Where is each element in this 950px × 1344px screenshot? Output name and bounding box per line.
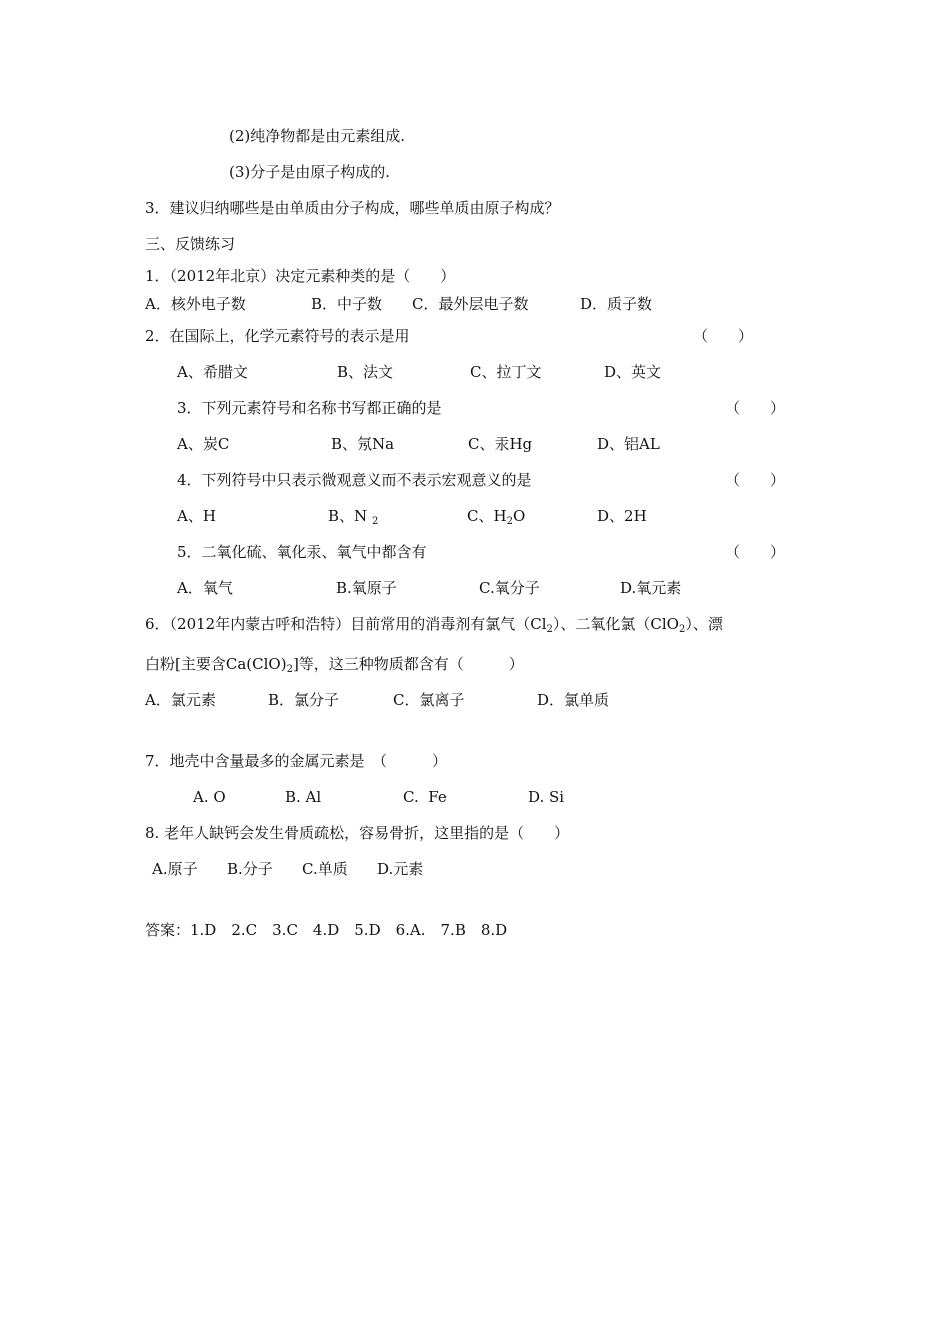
question-2-option-b: B、法文: [337, 363, 394, 381]
question-4-bracket: （ ）: [725, 471, 786, 489]
question-8-stem: 8. 老年人缺钙会发生骨质疏松，容易骨折，这里指的是（ ）: [145, 824, 570, 842]
question-4-option-d: D、2H: [597, 507, 647, 525]
question-8-option-a: A.原子: [152, 860, 198, 878]
question-1-option-c: C．最外层电子数: [412, 295, 529, 313]
question-5-option-d: D.氧元素: [620, 579, 682, 597]
question-5-stem: 5．二氧化硫、氧化汞、氧气中都含有: [177, 543, 427, 561]
question-5-option-a: A．氧气: [177, 579, 233, 597]
question-4-option-b-subscript: 2: [371, 516, 379, 527]
intro-item-3: (3)分子是由原子构成的.: [229, 163, 391, 181]
question-2-option-c: C、拉丁文: [470, 363, 542, 381]
question-7-option-d: D. Si: [528, 788, 565, 806]
question-4-option-c: [467, 506, 525, 526]
question-5-bracket: （ ）: [725, 543, 786, 561]
question-3-option-c: C、汞Hg: [468, 435, 533, 453]
question-4-option-c-suffix: O: [512, 507, 526, 525]
question-7-option-c: C. Fe: [403, 788, 447, 806]
question-6-option-d: D．氯单质: [537, 691, 610, 709]
question-6-line-2-subscript: 2: [286, 664, 293, 675]
question-2-option-a: A、希腊文: [177, 363, 248, 381]
question-5-option-c: C.氧分子: [479, 579, 540, 597]
question-3-option-b: B、氖Na: [331, 435, 395, 453]
answer-key: 答案：1.D 2.C 3.C 4.D 5.D 6.A. 7.B 8.D: [145, 921, 508, 939]
intro-question-3: 3．建议归纳哪些是由单质由分子构成，哪些单质由原子构成？: [145, 199, 560, 217]
question-6-line-2: [145, 654, 524, 674]
question-2-bracket: （ ）: [693, 327, 754, 345]
question-6-option-b: B．氯分子: [268, 691, 340, 709]
question-1-option-b: B．中子数: [311, 295, 383, 313]
question-6-line-1: [145, 614, 723, 634]
question-6-line-1-part-b: ）、二氧化氯（ClO: [552, 615, 679, 633]
question-4-option-a: A、H: [177, 507, 216, 525]
question-1-stem: 1．（2012年北京）决定元素种类的是（ ）: [145, 267, 456, 285]
question-6-option-a: A．氯元素: [145, 691, 216, 709]
question-8-option-d: D.元素: [377, 860, 424, 878]
question-7-option-b: B. Al: [285, 788, 322, 806]
question-3-stem: 3．下列元素符号和名称书写都正确的是: [177, 399, 442, 417]
question-6-line-1-part-c: ）、漂: [685, 615, 723, 633]
question-2-option-d: D、英文: [604, 363, 662, 381]
question-1-option-a: A．核外电子数: [145, 295, 246, 313]
section-title: 三、反馈练习: [145, 235, 236, 253]
question-7-option-a: A. O: [193, 788, 226, 806]
question-6-option-c: C．氯离子: [393, 691, 465, 709]
question-4-option-c-text: C、H: [467, 507, 507, 525]
question-7-stem: 7．地壳中含量最多的金属元素是 （ ）: [145, 752, 448, 770]
question-6-line-1-subscript-2: 2: [678, 624, 686, 635]
question-6-line-2-part-b: ]等，这三种物质都含有（ ）: [292, 655, 524, 673]
question-5-option-b: B.氧原子: [336, 579, 397, 597]
question-8-option-c: C.单质: [302, 860, 348, 878]
question-4-stem: 4．下列符号中只表示微观意义而不表示宏观意义的是: [177, 471, 532, 489]
question-6-line-2-part-a: 白粉[主要含Ca(ClO): [145, 655, 287, 673]
question-6-line-1-subscript-1: 2: [546, 624, 553, 635]
question-4-option-c-subscript: 2: [506, 516, 513, 527]
question-6-line-1-part-a: 6．（2012年内蒙古呼和浩特）目前常用的消毒剂有氯气（Cl: [145, 615, 547, 633]
question-2-stem: 2．在国际上，化学元素符号的表示是用: [145, 327, 410, 345]
question-3-option-d: D、铝AL: [597, 435, 660, 453]
question-3-bracket: （ ）: [725, 399, 786, 417]
intro-item-2: (2)纯净物都是由元素组成.: [229, 127, 406, 145]
question-8-option-b: B.分子: [227, 860, 273, 878]
question-4-option-b: [328, 506, 378, 526]
question-4-option-b-text: B、N: [328, 507, 368, 525]
question-3-option-a: A、炭C: [177, 435, 230, 453]
question-1-option-d: D．质子数: [580, 295, 653, 313]
